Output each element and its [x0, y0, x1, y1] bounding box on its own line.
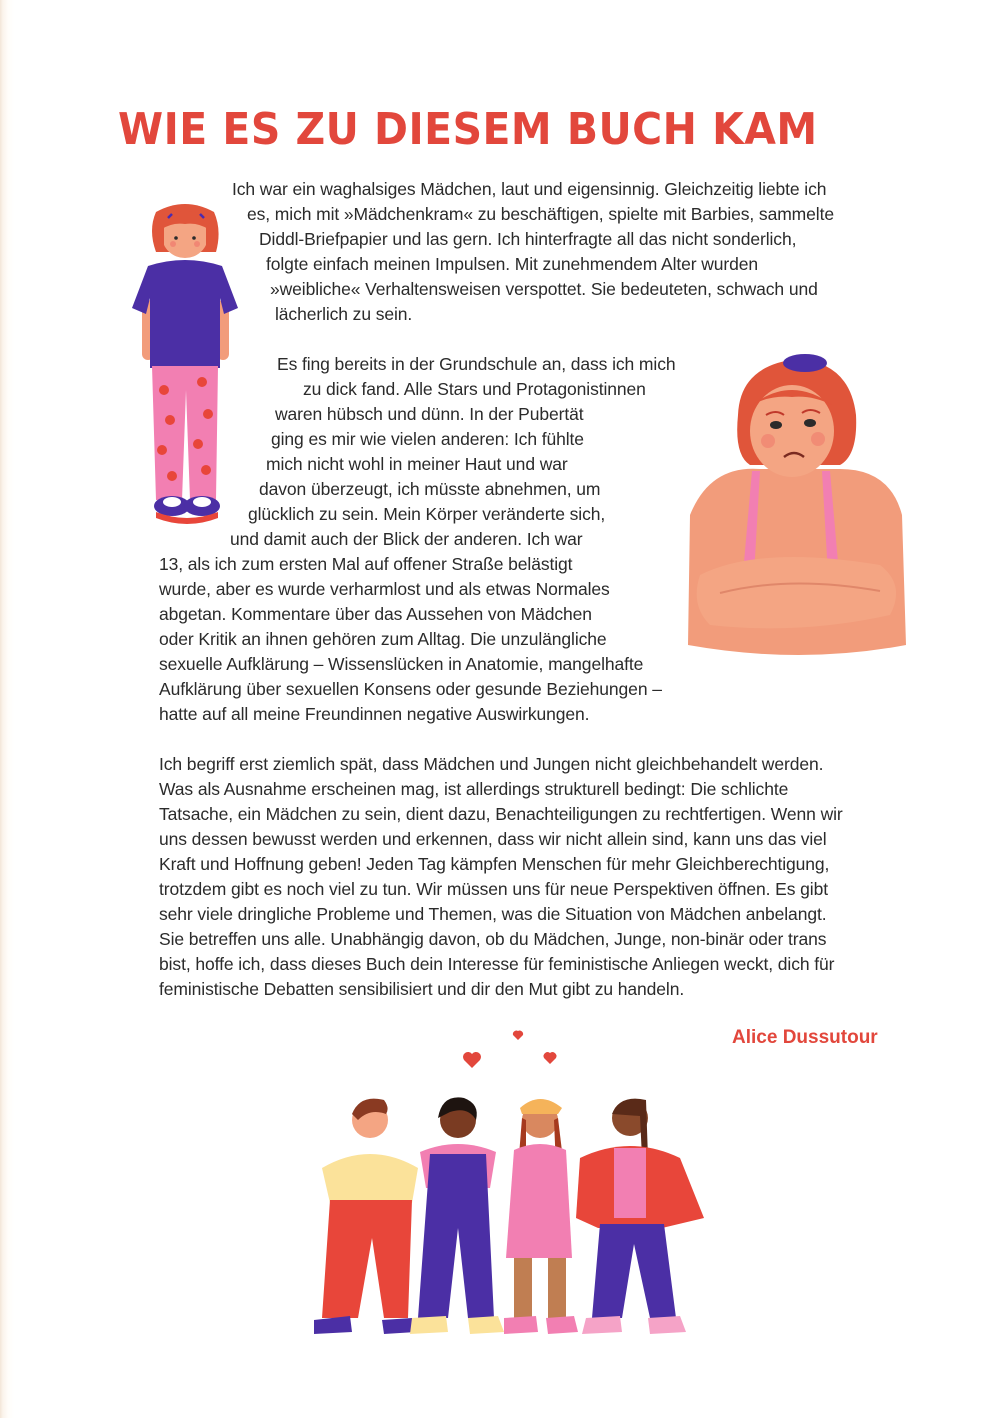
text-line: davon überzeugt, ich müsste abnehmen, um — [259, 479, 601, 499]
text-line: und damit auch der Blick der anderen. Ich war — [230, 529, 583, 549]
text-line: hatte auf all meine Freundinnen negative Auswirkungen. — [159, 704, 590, 724]
text-line: zu dick fand. Alle Stars und Protagonistinnen — [303, 379, 646, 399]
text-line: »weibliche« Verhaltensweisen verspottet. Sie bedeuteten, schwach und — [270, 279, 818, 299]
text-line: mich nicht wohl in meiner Haut und war — [266, 454, 568, 474]
text-line: Ich begriff erst ziemlich spät, dass Mädchen und Jungen nicht gleichbehandelt werden. — [159, 754, 824, 774]
text-line: abgetan. Kommentare über das Aussehen von Mädchen — [159, 604, 592, 624]
text-line: Diddl-Briefpapier und las gern. Ich hinterfragte all das nicht sonderlich, — [259, 229, 797, 249]
text-line: sehr viele dringliche Probleme und Themen, was die Situation von Mädchen anbelangt. — [159, 904, 827, 924]
page-edge — [0, 0, 14, 1418]
text-line: glücklich zu sein. Mein Körper veränderte sich, — [248, 504, 606, 524]
text-line: Kraft und Hoffnung geben! Jeden Tag kämpfen Menschen für mehr Gleichberechtigung, — [159, 854, 830, 874]
text-line: wurde, aber es wurde verharmlost und als etwas Normales — [159, 579, 610, 599]
text-line: Was als Ausnahme erscheinen mag, ist allerdings strukturell bedingt: Die schlichte — [159, 779, 789, 799]
text-line: uns dessen bewusst werden und erkennen, dass wir nicht allein sind, kann uns das viel — [159, 829, 827, 849]
text-line: bist, hoffe ich, dass dieses Buch dein Interesse für feministische Anliegen weckt, dich für — [159, 954, 835, 974]
text-line: Ich war ein waghalsiges Mädchen, laut und eigensinnig. Gleichzeitig liebte ich — [232, 179, 827, 199]
text-line: 13, als ich zum ersten Mal auf offener Straße belästigt — [159, 554, 573, 574]
text-line: feministische Debatten sensibilisiert und dir den Mut gibt zu handeln. — [159, 979, 685, 999]
text-line: sexuelle Aufklärung – Wissenslücken in Anatomie, mangelhafte — [159, 654, 644, 674]
group-of-four-girls-illustration — [300, 1028, 715, 1348]
text-line: Aufklärung über sexuellen Konsens oder gesunde Beziehungen – — [159, 679, 662, 699]
text-line: waren hübsch und dünn. In der Pubertät — [275, 404, 584, 424]
author-signature: Alice Dussutour — [732, 1027, 878, 1048]
text-line: Sie betreffen uns alle. Unabhängig davon, ob du Mädchen, Junge, non-binär oder trans — [159, 929, 827, 949]
text-line: es, mich mit »Mädchenkram« zu beschäftigen, spielte mit Barbies, sammelte — [247, 204, 834, 224]
text-line: trotzdem gibt es noch viel zu tun. Wir müssen uns für neue Perspektiven öffnen. Es gibt — [159, 879, 828, 899]
text-line: Es fing bereits in der Grundschule an, dass ich mich — [277, 354, 676, 374]
text-line: lächerlich zu sein. — [275, 304, 413, 324]
text-line: folgte einfach meinen Impulsen. Mit zunehmendem Alter wurden — [266, 254, 759, 274]
girl-standing-illustration — [128, 200, 243, 530]
girl-arms-crossed-illustration — [680, 345, 910, 663]
heart-icon — [463, 1031, 556, 1068]
page-title: WIE ES ZU DIESEM BUCH KAM — [118, 104, 818, 155]
text-line: Tatsache, ein Mädchen zu sein, dient dazu, Benachteiligungen zu rechtfertigen. Wenn wir — [159, 804, 843, 824]
text-line: ging es mir wie vielen anderen: Ich fühlte — [271, 429, 584, 449]
text-line: oder Kritik an ihnen gehören zum Alltag. Die unzulängliche — [159, 629, 607, 649]
